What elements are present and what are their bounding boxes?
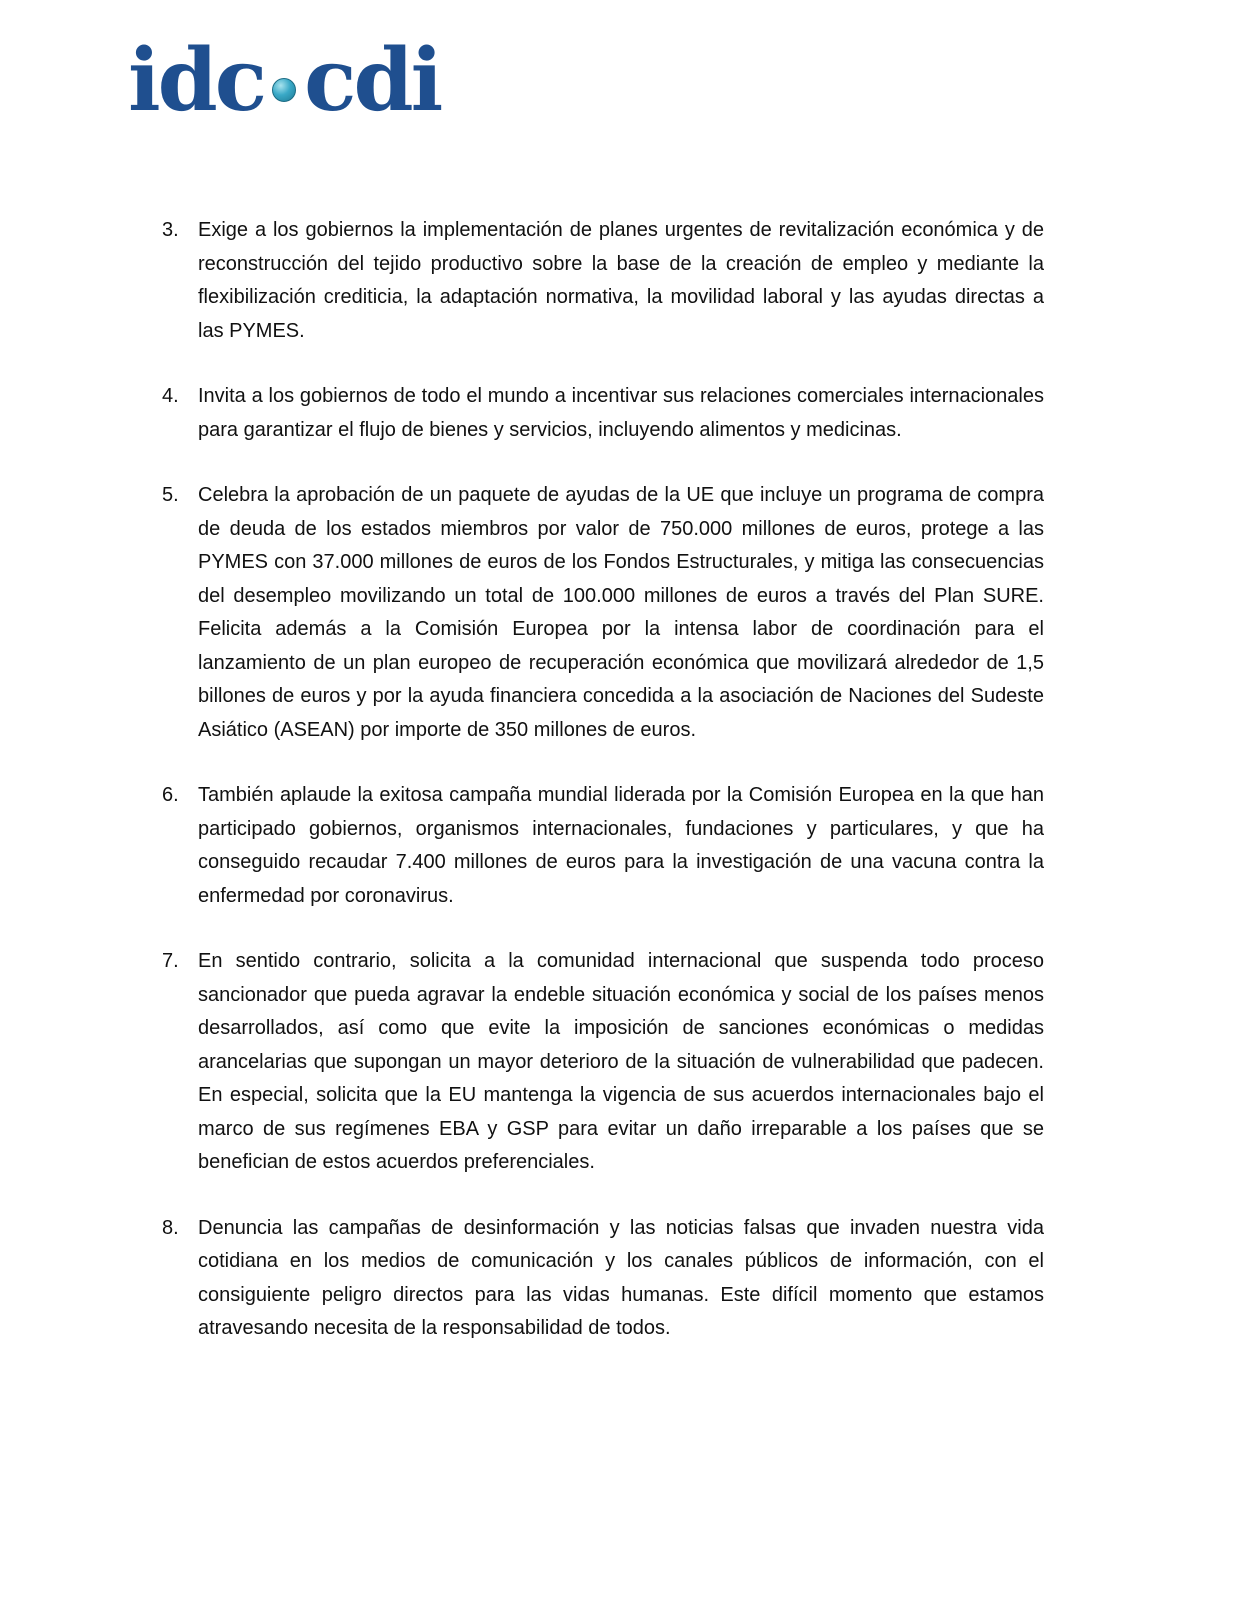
point-text: Denuncia las campañas de desinformación y las noticias falsas que invaden nuestra vida cotidiana en los medios de comunicación y los canales públicos de información, con el consiguiente peligro directos para las vidas humanas. Este difícil momento que estamos atravesando necesita de la responsabilidad de todos.: [198, 1216, 1044, 1339]
list-item: [162, 214, 1044, 348]
point-text: Celebra la aprobación de un paquete de ayudas de la UE que incluye un programa de compra de deuda de los estados miembros por valor de 750.000 millones de euros, protege a las PYMES con 37.000 millones de euros de los Fondos Estructurales, y mitiga las consecuencias del desempleo movilizando un total de 100.000 millones de euros a través del Plan SURE. Felicita además a la Comisión Europea por la intensa labor de coordinación para el lanzamiento de un plan europeo de recuperación económica que movilizará alrededor de 1,5 billones de euros y por la ayuda financiera concedida a la asociación de Naciones del Sudeste Asiático (ASEAN) por importe de 350 millones de euros.: [198, 484, 1044, 741]
list-item: [162, 1212, 1044, 1346]
list-item: [162, 479, 1044, 747]
document-body: [162, 214, 1044, 1378]
point-number: 5.: [162, 484, 179, 506]
list-item: [162, 380, 1044, 447]
list-item: [162, 945, 1044, 1180]
point-text: También aplaude la exitosa campaña mundial liderada por la Comisión Europea en la que han participado gobiernos, organismos internacionales, fundaciones y particulares, y que ha conseguido recaudar 7.400 millones de euros para la investigación de una vacuna contra la enfermedad por coronavirus.: [198, 784, 1044, 907]
point-number: 3.: [162, 219, 179, 241]
list-item: [162, 779, 1044, 913]
logo-text-left: idc: [128, 30, 265, 131]
point-number: 6.: [162, 784, 179, 806]
globe-icon: [272, 78, 296, 102]
point-number: 4.: [162, 385, 179, 407]
logo-text-right: cdi: [304, 30, 441, 131]
point-text: En sentido contrario, solicita a la comunidad internacional que suspenda todo proceso sancionador que pueda agravar la endeble situación económica y social de los países menos desarrollados, así como que evite la imposición de sanciones económicas o medidas arancelarias que supongan un mayor deterioro de la situación de vulnerabilidad que padecen. En especial, solicita que la EU mantenga la vigencia de sus acuerdos internacionales bajo el marco de sus regímenes EBA y GSP para evitar un daño irreparable a los países que se benefician de estos acuerdos preferenciales.: [198, 950, 1044, 1173]
point-text: Invita a los gobiernos de todo el mundo a incentivar sus relaciones comerciales internacionales para garantizar el flujo de bienes y servicios, incluyendo alimentos y medicinas.: [198, 385, 1044, 441]
point-number: 8.: [162, 1216, 179, 1239]
idc-cdi-logo: [128, 30, 441, 131]
point-number: 7.: [162, 950, 179, 972]
numbered-points-list: [162, 214, 1044, 1346]
point-text: Exige a los gobiernos la implementación de planes urgentes de revitalización económica y de reconstrucción del tejido productivo sobre la base de la creación de empleo y mediante la flexibilización crediticia, la adaptación normativa, la movilidad laboral y las ayudas directas a las PYMES.: [198, 219, 1044, 342]
